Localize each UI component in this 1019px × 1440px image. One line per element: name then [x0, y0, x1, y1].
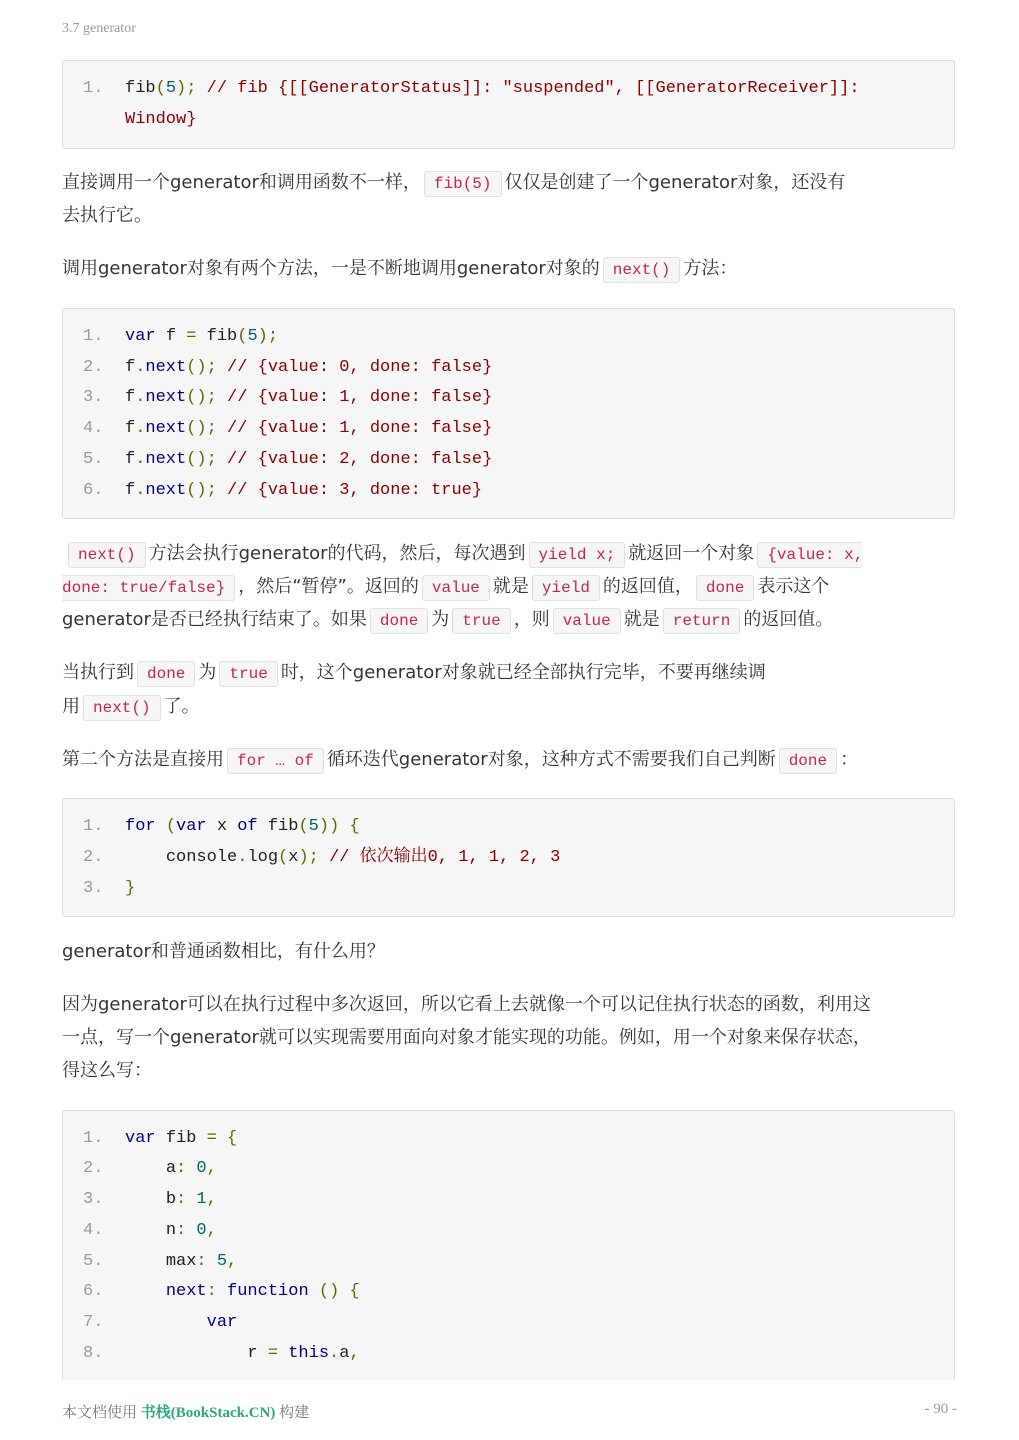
line-number: 3. — [83, 1190, 104, 1209]
text: 因为generator可以在执行过程中多次返回，所以它看上去就像一个可以记住执行状态的函数，利用这 — [62, 994, 871, 1015]
line-number: 4. — [83, 1221, 104, 1240]
code-line — [83, 352, 944, 383]
line-number: 2. — [83, 1159, 104, 1178]
line-number: 5. — [83, 450, 104, 469]
paragraph-7-line-3 — [62, 1054, 958, 1087]
text: ，然后“暂停”。返回的 — [238, 576, 419, 597]
code-line-1-wrap: Window} — [125, 110, 197, 129]
code-line — [83, 1184, 944, 1215]
line-number: 4. — [83, 419, 104, 438]
text: ，则 — [513, 609, 550, 630]
text: 循环迭代generator对象，这种方式不需要我们自己判断 — [326, 749, 776, 770]
code-text: n: 0, — [165, 1221, 217, 1240]
code-line — [83, 321, 944, 352]
code-block-2 — [62, 308, 955, 519]
inline-code: value — [553, 608, 621, 634]
code-text: f.next(); // {value: 0, done: false} — [125, 358, 493, 377]
line-number: 2. — [83, 358, 104, 377]
footer-prefix: 本文档使用 — [62, 1405, 138, 1421]
code-line — [83, 842, 944, 873]
paragraph-3-line-3 — [62, 603, 958, 638]
text: ： — [840, 749, 859, 770]
text: 去执行它。 — [62, 205, 152, 226]
inline-code: done — [370, 608, 428, 634]
code-text: console.log(x); // 依次输出0, 1, 1, 2, 3 — [165, 848, 561, 867]
paragraph-7-line-1 — [62, 988, 958, 1021]
text: generator是否已经执行结束了。如果 — [62, 609, 367, 630]
code-line — [83, 1338, 944, 1369]
code-text: b: 1, — [165, 1190, 217, 1209]
inline-code: done — [696, 575, 754, 601]
code-text: next: function () { — [165, 1282, 360, 1301]
code-text: f.next(); // {value: 1, done: false} — [125, 419, 493, 438]
text: 为 — [198, 662, 217, 683]
line-number: 1. — [83, 1129, 104, 1148]
text: 表示这个 — [757, 576, 830, 597]
inline-code: for … of — [227, 748, 324, 774]
code-text: r = this.a, — [247, 1344, 360, 1363]
code-text: for (var x of fib(5)) { — [125, 817, 360, 836]
code-block-3 — [62, 798, 955, 917]
paragraph-3-line-2 — [62, 570, 958, 605]
text: 的返回值。 — [743, 609, 834, 630]
line-number: 3. — [83, 879, 104, 898]
paragraph-5 — [62, 743, 958, 778]
inline-code: done: true/false} — [62, 575, 235, 601]
line-number: 7. — [83, 1313, 104, 1332]
code-text: var fib = { — [125, 1129, 238, 1148]
code-text: var — [206, 1313, 238, 1332]
line-number: 5. — [83, 1252, 104, 1271]
paragraph-1-line-1 — [62, 166, 958, 201]
page-number: - 90 - — [924, 1401, 957, 1417]
line-number: 6. — [83, 1282, 104, 1301]
code-line — [83, 1246, 944, 1277]
footer-suffix: 构建 — [279, 1405, 310, 1421]
text: 一点，写一个generator就可以实现需要用面向对象才能实现的功能。例如，用一个对象来保存状态， — [62, 1027, 871, 1048]
text: 就返回一个对象 — [628, 543, 755, 564]
text: 就是 — [492, 576, 529, 597]
paragraph-6 — [62, 935, 958, 968]
line-number: 1. — [83, 817, 104, 836]
inline-code: yield x; — [529, 542, 626, 568]
line-number: 8. — [83, 1344, 104, 1363]
paragraph-1-line-2 — [62, 199, 958, 232]
text: 用 — [62, 696, 80, 717]
text: 了。 — [163, 696, 200, 717]
line-number: 6. — [83, 481, 104, 500]
inline-code: done — [779, 748, 837, 774]
inline-code: true — [452, 608, 510, 634]
text: 为 — [431, 609, 450, 630]
inline-code: fib(5) — [424, 171, 502, 197]
code-line — [83, 382, 944, 413]
code-line — [83, 1215, 944, 1246]
inline-code: next() — [68, 542, 146, 568]
code-line — [83, 444, 944, 475]
running-header: 3.7 generator — [62, 21, 136, 36]
paragraph-4-line-2 — [62, 690, 958, 725]
inline-code: next() — [603, 257, 681, 283]
text: 直接调用一个generator和调用函数不一样， — [62, 172, 421, 193]
code-block-1 — [62, 60, 955, 149]
code-line — [83, 413, 944, 444]
code-text: var f = fib(5); — [125, 327, 279, 346]
code-text: } — [125, 879, 136, 898]
paragraph-7-line-2 — [62, 1021, 958, 1054]
inline-code: return — [663, 608, 741, 634]
code-line — [83, 1153, 944, 1184]
code-text: a: 0, — [165, 1159, 217, 1178]
inline-code: yield — [532, 575, 600, 601]
text: 当执行到 — [62, 662, 134, 683]
code-text: max: 5, — [165, 1252, 238, 1271]
paragraph-4-line-1 — [62, 656, 958, 691]
code-block-4 — [62, 1110, 955, 1380]
line-number: 2. — [83, 848, 104, 867]
text: 仅仅是创建了一个generator对象，还没有 — [504, 172, 846, 193]
text: 调用generator对象有两个方法，一是不断地调用generator对象的 — [62, 258, 600, 279]
text: generator和普通函数相比，有什么用？ — [62, 941, 385, 962]
brand-link[interactable]: 书栈(BookStack.CN) — [140, 1405, 276, 1421]
line-number: 1. — [83, 327, 104, 346]
inline-code: done — [137, 661, 195, 687]
text: 第二个方法是直接用 — [62, 749, 224, 770]
page-footer — [62, 1401, 309, 1422]
paragraph-3-line-1 — [62, 537, 958, 572]
inline-code: true — [219, 661, 277, 687]
text: 就是 — [623, 609, 660, 630]
code-line — [83, 1276, 944, 1307]
text: 时，这个generator对象就已经全部执行完毕，不要再继续调 — [280, 662, 766, 683]
code-line — [83, 1307, 944, 1338]
text: 方法： — [683, 258, 738, 279]
code-line — [83, 475, 944, 506]
inline-code: {value: x, — [757, 542, 863, 568]
code-text: f.next(); // {value: 1, done: false} — [125, 388, 493, 407]
line-number: 3. — [83, 388, 104, 407]
code-text: f.next(); // {value: 3, done: true} — [125, 481, 483, 500]
code-line — [83, 1123, 944, 1154]
code-text: f.next(); // {value: 2, done: false} — [125, 450, 493, 469]
code-text: fib(5); // fib {[[GeneratorStatus]]: "suspended", [[GeneratorReceiver]]: — [125, 79, 860, 98]
code-line-1 — [83, 73, 944, 104]
text: 的返回值， — [602, 576, 693, 597]
paragraph-2 — [62, 252, 958, 287]
line-number: 1. — [83, 79, 104, 98]
inline-code: next() — [83, 695, 161, 721]
text: 方法会执行generator的代码，然后，每次遇到 — [148, 543, 526, 564]
inline-code: value — [422, 575, 490, 601]
code-line — [83, 811, 944, 842]
code-line — [83, 873, 944, 904]
text: 得这么写： — [62, 1060, 152, 1081]
